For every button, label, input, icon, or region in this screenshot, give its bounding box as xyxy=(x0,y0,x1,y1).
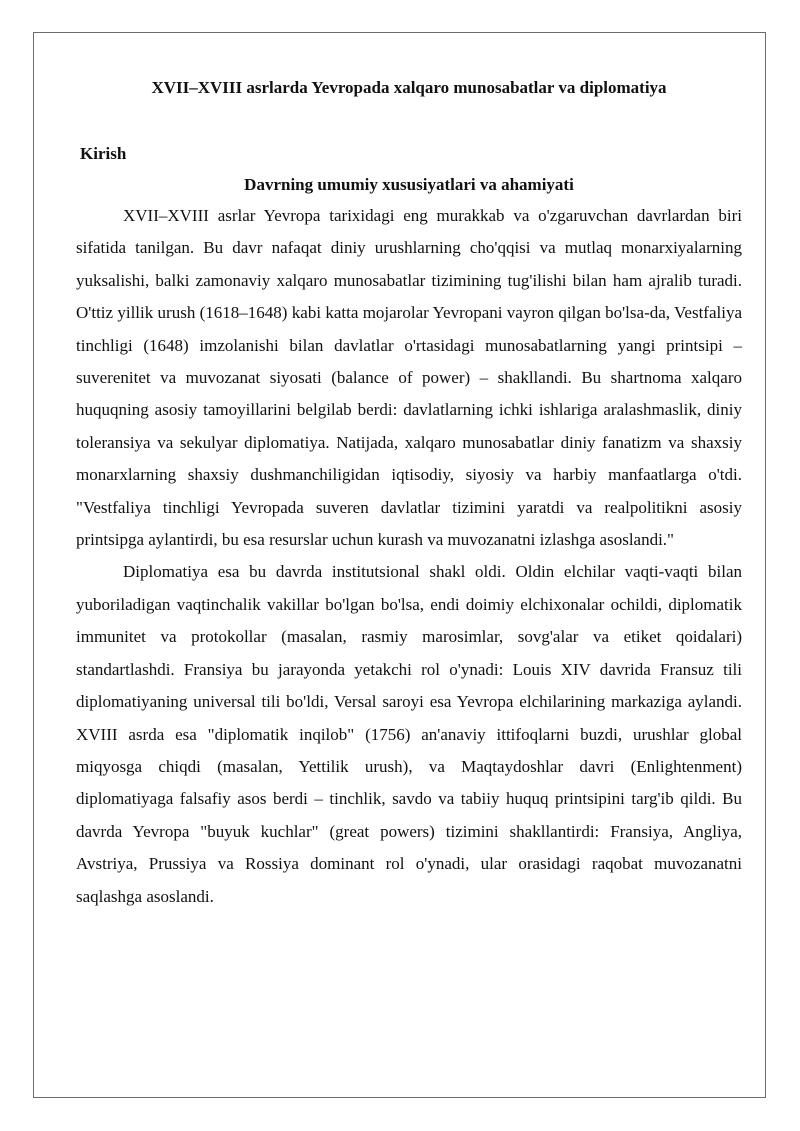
paragraph: XVII–XVIII asrlar Yevropa tarixidagi eng murakkab va o'zgaruvchan davrlardan biri sifatida tanilgan. Bu davr nafaqat diniy urushlarning cho'qqisi va mutlaq monarxiyalarning yuksalishi, balki zamonaviy xalqaro munosabatlar tizimining tug'ilishi bilan ham ajralib turadi. O'ttiz yillik urush (1618–1648) kabi katta mojarolar Yevropani vayron qilgan bo'lsa-da, Vestfaliya tinchligi (1648) imzolanishi bilan davlatlar o'rtasidagi munosabatlarning yangi printsipi – suverenitet va muvozanat siyosati (balance of power) – shakllandi. Bu shartnoma xalqaro huquqning asosiy tamoyillarini belgilab berdi: davlatlarning ichki ishlariga aralashmaslik, diniy toleransiya va sekulyar diplomatiya. Natijada, xalqaro munosabatlar diniy fanatizm va shaxsiy monarxlarning shaxsiy dushmanchiligidan iqtisodiy, siyosiy va harbiy manfaatlarga o'tdi. "Vestfaliya tinchligi Yevropada suveren davlatlar tizimini yaratdi va realpolitikni asosiy printsipga aylantirdi, bu esa resurslar uchun kurash va muvozanatni izlashga asoslandi." xyxy=(76,206,742,550)
body-text xyxy=(76,200,742,913)
section-heading: Kirish xyxy=(80,144,127,163)
paragraph: Diplomatiya esa bu davrda institutsional shakl oldi. Oldin elchilar vaqti-vaqti bilan yuboriladigan vaqtinchalik vakillar bo'lgan bo'lsa, endi doimiy elchixonalar ochildi, diplomatik immunitet va protokollar (masalan, rasmiy marosimlar, sovg'alar va etiket qoidalari) standartlashdi. Fransiya bu jarayonda yetakchi rol o'ynadi: Louis XIV davrida Fransuz tili diplomatiyaning universal tili bo'ldi, Versal saroyi esa Yevropa elchilarining markaziga aylandi. XVIII asrda esa "diplomatik inqilob" (1756) an'anaviy ittifoqlarni buzdi, urushlar global miqyosga chiqdi (masalan, Yettilik urush), va Maqtaydoshlar davri (Enlightenment) diplomatiyaga falsafiy asos berdi – tinchlik, savdo va tabiiy huquq printsipini targ'ib qildi. Bu davrda Yevropa "buyuk kuchlar" (great powers) tizimini shakllantirdi: Fransiya, Angliya, Avstriya, Prussiya va Rossiya dominant rol o'ynadi, ular orasidagi raqobat muvozanatni saqlashga asoslandi. xyxy=(76,562,742,906)
sub-heading: Davrning umumiy xususiyatlari va ahamiyati xyxy=(244,175,574,194)
document-title: XVII–XVIII asrlarda Yevropada xalqaro munosabatlar va diplomatiya xyxy=(151,78,667,97)
